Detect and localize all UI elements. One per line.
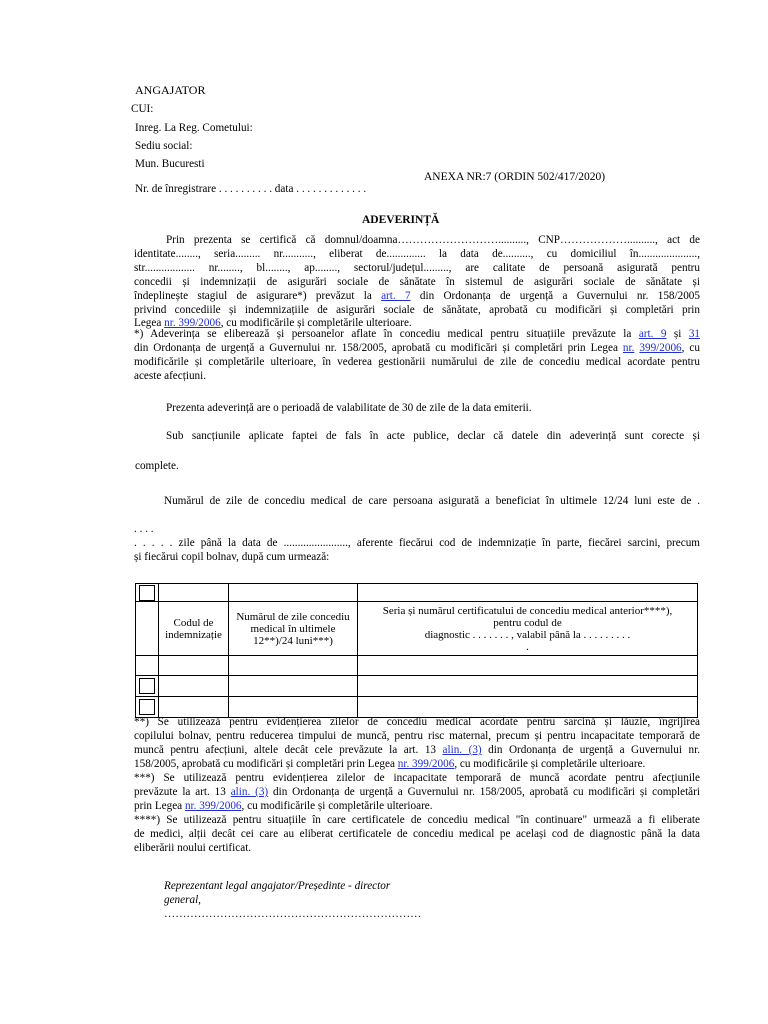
certify-line-6: privind concediile și indemnizațiile de asigurări sociale de sănătate, aprobată cu modificări și completări prin xyxy=(134,304,700,316)
table-cell[interactable] xyxy=(136,656,159,676)
table-cell xyxy=(159,584,229,602)
registration-number-line: Nr. de înregistrare . . . . . . . . . . data . . . . . . . . . . . . . xyxy=(135,183,367,195)
table-cell[interactable] xyxy=(159,697,229,718)
table-cell[interactable] xyxy=(159,676,229,697)
note-2star-line-4: 158/2005, aprobată cu modificări și completări prin Legea nr. 399/2006, cu modificările și completările ulterioare. xyxy=(134,758,646,770)
note-3star-line-3: prin Legea nr. 399/2006, cu modificările și completările ulterioare. xyxy=(134,800,433,812)
table-cell[interactable] xyxy=(229,656,358,676)
certify-line-4: concedii și indemnizații de asigurări sociale de sănătate în sistemul de asigurări sociale de sănătate și xyxy=(134,276,700,288)
note-3star-line-2: prevăzute la art. 13 alin. (3) din Ordonanța de urgență a Guvernului nr. 158/2005, aprobată cu modificări și completări xyxy=(134,786,700,798)
signature-title-line-2: general, xyxy=(164,894,201,906)
document-title: ADEVERINȚĂ xyxy=(362,214,440,226)
signature-title-line-1: Reprezentant legal angajator/Președinte - director xyxy=(164,880,391,892)
days-count-line-3: . . . . . zile până la data de ......................., aferente fiecărui cod de indemnizație în parte, fiecărei sarcini, precum xyxy=(134,537,700,549)
city-label: Mun. Bucuresti xyxy=(135,158,205,170)
certify-line-7: Legea nr. 399/2006, cu modificările și completările ulterioare. xyxy=(134,317,412,329)
table-cell xyxy=(229,584,358,602)
table-cell[interactable] xyxy=(358,676,698,697)
checkbox[interactable] xyxy=(139,699,155,715)
table-cell xyxy=(136,697,159,718)
art-9-link[interactable]: art. 9 xyxy=(638,328,667,340)
certify-line-3: str.................. nr........, bl........, ap........, sectorul/județul........., are calitate de persoană asigurată pentru xyxy=(134,262,700,274)
law-399-2006-link-2[interactable]: 399/2006 xyxy=(639,342,682,354)
law-nr-link[interactable]: nr. xyxy=(622,342,635,354)
note-2star-line-1: **) Se utilizează pentru evidențierea zilelor de concediu medical acordate pentru sarcină și lăuzie, îngrijirea xyxy=(134,716,700,728)
certify-line-2: identitate........, seria......... nr..........., eliberat de.............. la data de.........., cu domiciliul în....................., xyxy=(134,248,700,260)
declaration-line-1: Sub sancțiunile aplicate faptei de fals în acte publice, declar că datele din adeverință sunt corecte și xyxy=(166,430,700,442)
footnote-star-line-1: *) Adeverința se eliberează și persoanelor aflate în concediu medical pentru situațiile prevăzute la art. 9 și 31 xyxy=(134,328,700,340)
footnote-star-line-3: modificările și completările ulterioare, în vederea gestionării numărului de zile de concediu medical acordate pentru xyxy=(134,356,700,368)
footnote-star-line-2: din Ordonanța de urgență a Guvernului nr. 158/2005, aprobată cu modificări și completări prin Legea nr. 399/2006, cu xyxy=(134,342,700,354)
signature-line[interactable]: …………………………………………………………… xyxy=(164,908,422,920)
footnote-star-line-4: aceste afecțiuni. xyxy=(134,370,207,382)
checkbox[interactable] xyxy=(139,585,155,601)
table-cell[interactable] xyxy=(229,697,358,718)
days-count-line-2: . . . . xyxy=(134,523,154,535)
table-cell xyxy=(358,584,698,602)
law-399-2006-link-4[interactable]: nr. 399/2006 xyxy=(184,800,242,812)
certify-line-1: Prin prezenta se certifică că domnul/doamna……………………….........., CNP……………….........., act de xyxy=(166,234,700,246)
registry-label: Inreg. La Reg. Cometului: xyxy=(135,122,253,134)
note-3star-line-1: ***) Se utilizează pentru evidențierea zilelor de incapacitate temporară de muncă acordate pentru afecțiunile xyxy=(134,772,700,784)
note-4star-line-2: de medici, alții decât cei care au eliberat certificatele de concediu medical pe același cod de diagnostic până la data xyxy=(134,828,700,840)
note-2star-line-3: muncă pentru afecțiuni, altele decât cele prevăzute la art. 13 alin. (3) din Ordonanța de urgență a Guvernului nr. xyxy=(134,744,700,756)
table-row xyxy=(136,676,698,697)
days-count-line-1: Numărul de zile de concediu medical de care persoana asigurată a beneficiat în ultimele 12/24 luni este de . xyxy=(164,495,700,507)
table-cell xyxy=(136,676,159,697)
table-row xyxy=(136,697,698,718)
table-cell xyxy=(136,602,159,656)
table-cell xyxy=(136,584,159,602)
note-4star-line-1: ****) Se utilizează pentru situațiile în care certificatele de concediu medical "în continuare" urmează a fi eliberate xyxy=(134,814,700,826)
column-header-code: Codul de indemnizație xyxy=(159,602,229,656)
checkbox[interactable] xyxy=(139,678,155,694)
sick-leave-table xyxy=(135,583,698,718)
art-7-link[interactable]: art. 7 xyxy=(381,290,411,302)
days-count-line-4: și fiecărui copil bolnav, după cum urmează: xyxy=(134,551,330,563)
law-399-2006-link-3[interactable]: nr. 399/2006 xyxy=(397,758,455,770)
annex-label: ANEXA NR:7 (ORDIN 502/417/2020) xyxy=(424,171,606,183)
table-cell[interactable] xyxy=(358,656,698,676)
note-4star-line-3: eliberării noului certificat. xyxy=(134,842,252,854)
headquarters-label: Sediu social: xyxy=(135,140,193,152)
table-cell[interactable] xyxy=(358,697,698,718)
note-2star-line-2: copilului bolnav, pentru reducerea timpului de muncă, pentru risc maternal, precum și pentru incapacitate temporară de xyxy=(134,730,700,742)
alin-3-link-2[interactable]: alin. (3) xyxy=(230,786,269,798)
table-row xyxy=(136,656,698,676)
column-header-certificate: Seria și numărul certificatului de concediu medical anterior****), pentru codul de diagnostic . . . . . . . , valabil până la . . . . . . . . . . xyxy=(358,602,698,656)
cui-label: CUI: xyxy=(131,103,154,115)
table-cell[interactable] xyxy=(159,656,229,676)
employer-label: ANGAJATOR xyxy=(135,83,206,97)
column-header-days: Numărul de zile concediu medical în ultimele 12**)/24 luni***) xyxy=(229,602,358,656)
table-cell[interactable] xyxy=(229,676,358,697)
validity-paragraph: Prezenta adeverință are o perioadă de valabilitate de 30 de zile de la data emiterii. xyxy=(166,402,532,414)
alin-3-link[interactable]: alin. (3) xyxy=(442,744,482,756)
declaration-line-2: complete. xyxy=(135,460,179,472)
art-31-link[interactable]: 31 xyxy=(688,328,700,340)
law-399-2006-link[interactable]: nr. 399/2006 xyxy=(164,317,221,329)
certify-line-5: îndeplinește stagiul de asigurare*) prevăzut la art. 7 din Ordonanța de urgență a Guvernului nr. 158/2005 xyxy=(134,290,700,302)
